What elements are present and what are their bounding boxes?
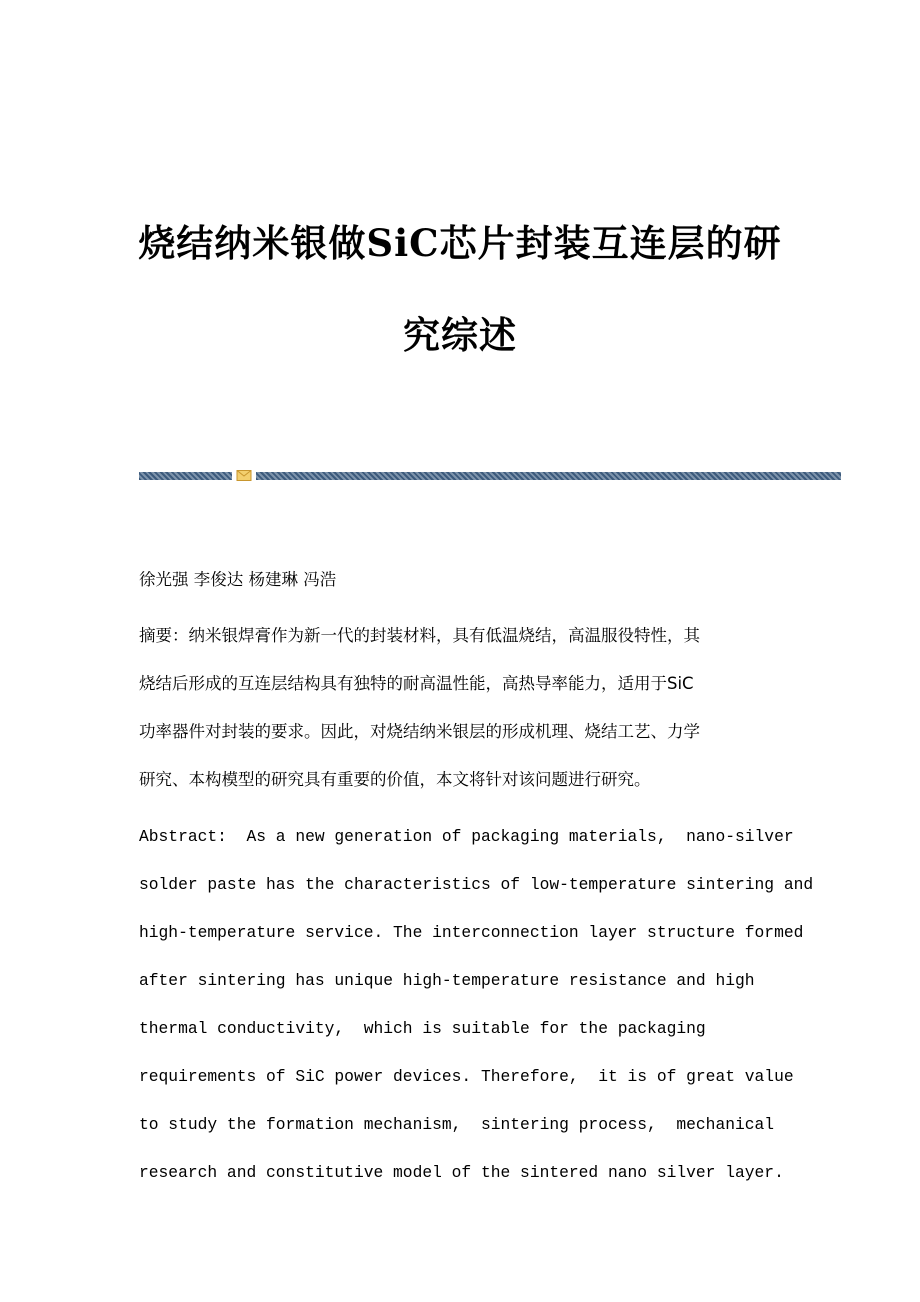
abstract-cn-line: 研究、本构模型的研究具有重要的价值，本文将针对该问题进行研究。 [139,770,651,789]
abstract-en-line: requirements of SiC power devices. Therefore, it is of great value [139,1067,794,1086]
abstract-cn-line: 功率器件对封装的要求。因此，对烧结纳米银层的形成机理、烧结工艺、力学 [139,722,700,741]
abstract-cn-line: 摘要：纳米银焊膏作为新一代的封装材料，具有低温烧结，高温服役特性，其 [139,626,700,645]
abstract-cn-line: 烧结后形成的互连层结构具有独特的耐高温性能，高热导率能力，适用于SiC [139,674,694,693]
abstract-en-line: research and constitutive model of the sintered nano silver layer. [139,1163,784,1182]
abstract-en-line: high-temperature service. The interconnection layer structure formed [139,923,804,942]
paper-title-line-1: 烧结纳米银做SiC芯片封装互连层的研 [138,221,782,265]
authors: 徐光强 李俊达 杨建琳 冯浩 [139,570,337,589]
abstract-en-line: to study the formation mechanism, sintering process, mechanical [139,1115,775,1134]
abstract-en-line: solder paste has the characteristics of low-temperature sintering and [139,875,814,894]
abstract-en-line: Abstract: As a new generation of packaging materials, nano-silver [139,827,794,846]
envelope-icon [236,469,252,482]
abstract-en-line: thermal conductivity, which is suitable for the packaging [139,1019,706,1038]
abstract-en-line: after sintering has unique high-temperature resistance and high [139,971,755,990]
divider-bar-left [139,472,232,480]
paper-title-line-2: 究综述 [403,313,517,357]
divider-bar-right [256,472,841,480]
